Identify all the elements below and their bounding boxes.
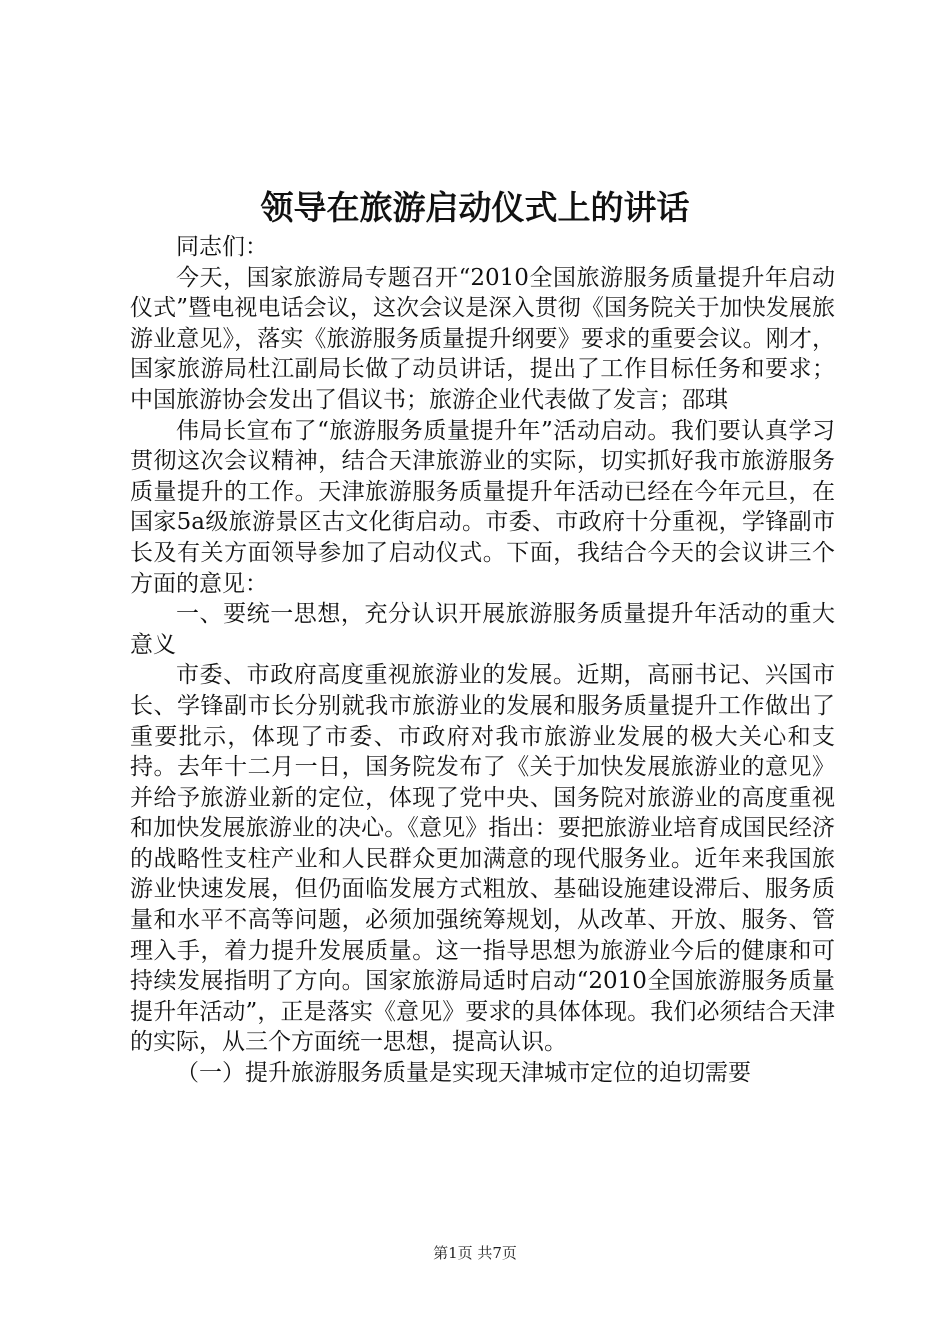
paragraph-salutation: 同志们： [176,234,268,260]
document-title: 领导在旅游启动仪式上的讲话 [260,188,690,227]
document-body [130,232,835,1089]
paragraph-opening: 今天，国家旅游局专题召开“2010全国旅游服务质量提升年启动仪式”暨电视电话会议，这次会议是深入贯彻《国务院关于加快发展旅游业意见》，落实《旅游服务质量提升纲要》要求的重要会议。刚才，国家旅游局杜江副局长做了动员讲话，提出了工作目标任务和要求；中国旅游协会发出了倡议书；旅游企业代表做了发言；邵琪 [130,264,835,413]
subsection-heading-one: （一）提升旅游服务质量是实现天津城市定位的迫切需要 [176,1060,751,1087]
page-number-footer: 第1页 共7页 [433,1244,517,1262]
section-heading-one: 一、要统一思想，充分认识开展旅游服务质量提升年活动的重大意义 [130,601,835,658]
paragraph-importance: 市委、市政府高度重视旅游业的发展。近期，高丽书记、兴国市长、学锋副市长分别就我市旅游业的发展和服务质量提升工作做出了重要批示，体现了市委、市政府对我市旅游业发展的极大关心和支持。去年十二月一日，国务院发布了《关于加快发展旅游业的意见》并给予旅游业新的定位，体现了党中央、国务院对旅游业的高度重视和加快发展旅游业的决心。《意见》指出：要把旅游业培育成国民经济的战略性支柱产业和人民群众更加满意的现代服务业。近年来我国旅游业快速发展，但仍面临发展方式粗放、基础设施建设滞后、服务质量和水平不高等问题，必须加强统筹规划，从改革、开放、服务、管理入手，着力提升发展质量。这一指导思想为旅游业今后的健康和可持续发展指明了方向。国家旅游局适时启动“2010全国旅游服务质量提升年活动”，正是落实《意见》要求的具体体现。我们必须结合天津的实际，从三个方面统一思想，提高认识。 [130,662,835,1056]
paragraph-announcement: 伟局长宣布了“旅游服务质量提升年”活动启动。我们要认真学习贯彻这次会议精神，结合天津旅游业的实际，切实抓好我市旅游服务质量提升的工作。天津旅游服务质量提升年活动已经在今年元旦，在国家5a级旅游景区古文化街启动。市委、市政府十分重视，学锋副市长及有关方面领导参加了启动仪式。下面，我结合今天的会议讲三个方面的意见： [130,417,835,597]
